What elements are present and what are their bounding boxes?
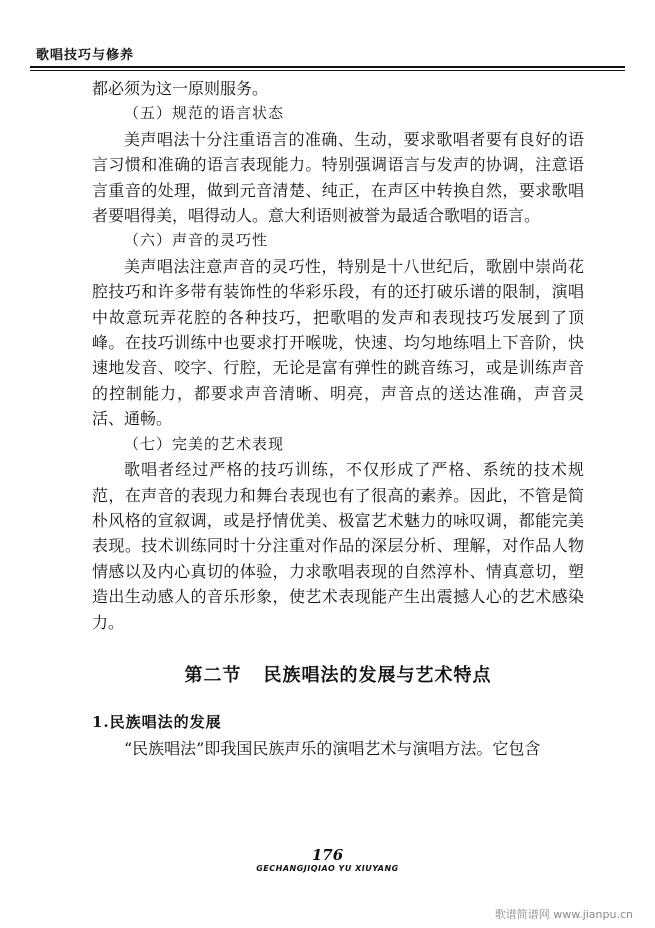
section-number: 第二节 — [184, 664, 242, 686]
paragraph-folk-singing-development: “民族唱法”即我国民族声乐的演唱艺术与演唱方法。它包含 — [124, 738, 541, 758]
subheading-artistic-expression: （七）完美的艺术表现 — [124, 434, 285, 453]
continuation-paragraph: 都必须为这一原则服务。 — [92, 79, 269, 98]
header-rule-thin — [30, 70, 625, 71]
running-head-title: 歌唱技巧与修养 — [36, 48, 135, 63]
subheading-language-state: （五）规范的语言状态 — [124, 104, 285, 123]
section-heading — [92, 635, 584, 710]
footer-romanized-title: GECHANGJIQIAO YU XIUYANG — [256, 864, 399, 873]
section-title: 民族唱法的发展与艺术特点 — [263, 664, 492, 686]
watermark-text: 歌谱简谱网 www.jianpu.cn — [494, 908, 633, 921]
header-rule-thick — [30, 66, 625, 68]
page-number: 176 — [311, 846, 344, 864]
paragraph-voice-agility: 美声唱法注意声音的灵巧性，特别是十八世纪后，歌剧中崇尚花腔技巧和许多带有装饰性的华彩乐段，有的还打破乐谱的限制，演唱中故意玩弄花腔的各种技巧，把歌唱的发声和表现技巧发展到了顶峰。在技巧训练中也要求打开喉咙，快速、均匀地练唱上下音阶，快速地发音、咬字、行腔，无论是富有弹性的跳音练习，或是训练声音的控制能力，都要求声音清晰、明亮，声音点的送达准确，声音灵活、通畅。 — [92, 256, 584, 429]
subheading-folk-singing-development: 1.民族唱法的发展 — [92, 713, 222, 732]
subheading-voice-agility: （六）声音的灵巧性 — [124, 231, 269, 250]
paragraph-language-state: 美声唱法十分注重语言的准确、生动，要求歌唱者要有良好的语言习惯和准确的语言表现能力。特别强调语言与发声的协调，注意语言重音的处理，做到元音清楚、纯正，在声区中转换自然，要求歌唱者要唱得美，唱得动人。意大利语则被誉为最适合歌唱的语言。 — [92, 129, 584, 226]
paragraph-artistic-expression: 歌唱者经过严格的技巧训练，不仅形成了严格、系统的技术规范，在声音的表现力和舞台表现也有了很高的素养。因此，不管是简朴风格的宣叙调，或是抒情优美、极富艺术魅力的咏叹调，都能完美表现。技术训练同时十分注重对作品的深层分析、理解，对作品人物情感以及内心真切的体验，力求歌唱表现的自然淳朴、情真意切，塑造出生动感人的音乐形象，使艺术表现能产生出震撼人心的艺术感染力。 — [92, 460, 584, 632]
body-text — [92, 76, 584, 761]
